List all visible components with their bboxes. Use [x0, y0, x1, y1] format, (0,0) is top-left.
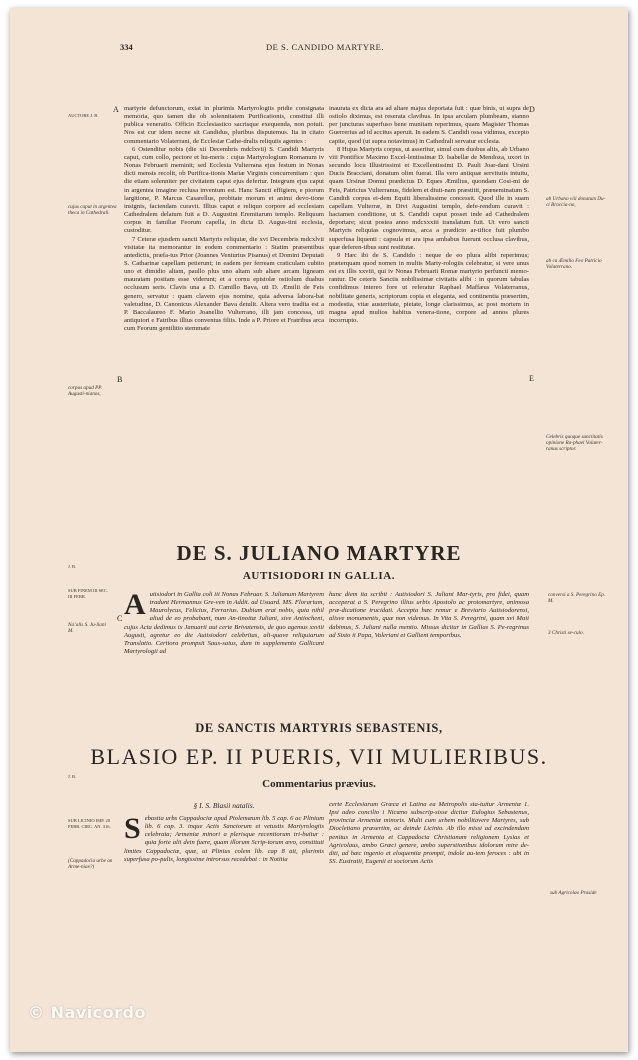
margin-corpus-apud: corpus apud PP. Augusti-nianos,	[68, 385, 103, 398]
juliano-dropcap: A	[124, 588, 146, 621]
running-head	[120, 42, 530, 54]
juliano-left-column	[124, 588, 324, 656]
margin-auctore: AUCTORE J. B.	[68, 113, 99, 118]
sebastensis-title-main: BLASIO EP. II PUERIS, VII MULIERIBUS.	[90, 744, 548, 769]
margin-conversi: conversi a S. Peregrino Ep. M.	[548, 592, 606, 605]
sebastensis-right-column	[329, 801, 529, 866]
margin-letter-d: D	[529, 105, 535, 114]
sebastensis-commentarius: Commentarius prævius.	[262, 778, 376, 790]
margin-sub-agricolao: sub Agricolao Praside	[550, 890, 597, 896]
margin-cujus-caput: cujus caput in argentea theca in Cathedrali.	[68, 204, 117, 217]
page-number: 334	[120, 42, 133, 52]
margin-celebris: Celebris quoque sanctitatis opinione Ra-phael Volater-ranus scriptor.	[546, 434, 603, 453]
sebastensis-right-text: certe Ecclesiarum Græca et Latina ea Metropolis sta-tuitur Armeniæ 1. Ipsi adeo concilio i Nicæno subscrip-sisse dicitur Eulogius Sebastenus, provinciæ Armeniæ minoris. Multi cum urbem nobilitavere Martyres, sub Diocletiano præsertim, ac deinde Licinio. Ab illo missi ad excindendam penitus in Armenia et Cappadocia Christianam religionem Lysias et Agricolaus, ambo Græci genere, ambo superstionibus idolorum mire de-diti, ad hæc ingenio et eloquentia prompti, indole au-tem feroces : ubi in SS. Eustratii, Eugenii et sociorum Actis	[329, 801, 529, 866]
margin-letter-a: A	[113, 105, 119, 114]
running-title: DE S. CANDIDO MARTYRE.	[266, 42, 384, 52]
margin-letter-b: B	[117, 375, 123, 384]
candido-right-paragraph: 8 Hujus Martyris corpus, ut asseritur, simul cum duobus aliis, ab Urbano viii Pontifice Maximo Excel-lentissimæ D. Isabellæ de Mendoza, uxori in secundo locu Illustrissimi et Excellentissimi D. Pauli Joar-dani Ursini Ducis Bracciani, donatum olim fuerat. Illa vero antiquæ servitutis intuitu, quam Ursinæ Domui prædictus D. Eques Æmilius, quondam Cosi-mi de Feis, Patricius Vulterranus, fidelem et diuti-nam præstitit, præneminatum S. Candidi corpus ei-dem Equiti liberalissime concessit. Quod ille in suam capellam Vulterræ, in Divi Augustini templo, defe-rendum curavit : hactamen conditione, ut S. Candidi caput posset inde ad Cathedralem deportare; sicut postea anno mdcxxxiii translatum fuit. Ut vero sancti Martyris reliquias cognovimus, arca a prædicto ar-tifice fuit plumbo superfusa liquenti : capsula et ara ipsa ambabus fuerunt occlusa clavibus, quæ deferen-tibus sunt restitutæ.	[329, 145, 529, 251]
candido-left-column	[124, 105, 324, 333]
sebastensis-dropcap: S	[124, 812, 141, 845]
candido-right-paragraph: 9 Hæc ibi de S. Candido : neque de eo plura alibi reperimus; præterquam quod nomen in multis Marty-rologiis celebratur, si vere unus est ex illis xxviii, qui iv Nonas Februarii Romæ martyrio perfuncti memo-rantur. De ceteris Sanctis nobilissimæ civitatis alibi : in quorum tabulas confidimus intereo fore ut referatur Raphael Maffæus Volaterranus, nobilitate generis, scriptorum copia et eleganta, sed continentia præsertim, modestia, vitæ austeritate, pietate, longe clarissimus, ac post mortem in magna apud multos habitus venera-tione, corpore ad annos plures incorrupto.	[329, 251, 529, 325]
candido-right-paragraph: inaurata ex dicta ara ad altare majus deportata fuit : quæ binis, ut supra de ostiolo diximus, est reserata clavibus. In ipsa arculam plumbeam, stanno per juncturas superfuso bene munitam reperimus, quam Magister Thomas Guerrerius ad id accitus aperuit. In eadem S. Candidi ossa vidimus, excepto capite, quod (ut supra notavimus) in Cathedrali servatur ecclesia.	[329, 105, 529, 145]
margin-christi: 3 Christi se-culo.	[548, 630, 584, 636]
margin-natalis: Na’alis S. Ju-liani M.	[68, 622, 106, 635]
juliano-title: DE S. JULIANO MARTYRE	[176, 541, 462, 565]
juliano-subtitle: AUTISIODORI IN GALLIA.	[242, 570, 396, 582]
margin-ab-urbano: ab Urbano viii donatum Du-ci Braccia-no,	[546, 196, 606, 209]
juliano-right-column	[329, 591, 529, 640]
margin-ab-ca: ab ca Æmilio Feo Patricio Volaterrano.	[546, 258, 602, 271]
margin-jb-1: J. B.	[68, 564, 77, 569]
margin-sub-licinio: SUB LICINIO IMP. 20 FEBR. CIRC. AN. 316.	[68, 818, 111, 830]
candido-left-paragraph: martyrie defunctorum, extat in plurimis Martyrologiis pridie consignata memoria, quo tamen die ob solennitatem Purificationis, constitui illi publica veneratio. Officio Ecclesiastico sacrisque exequenda, non potuit. Nos est cur idem necne sit Candidus, pluribus disputemus. Ita in citato commentario Volaterrani, de Ecclesiæ Cathe-dralis reliquiis agentes :	[124, 105, 324, 145]
juliano-left-text: utisiodori in Gallia coli iii Nonas Februar. S. Julianum Martyrem tradunt Hermannus Gre-ven in Addit. ad Usuard. MS. Florarium, Maurolycus, Felicius, Ferrarius. Dubium erat nobis, quia nihil aliud de eo probabant, num An-tinoitæ Juliani, sive Antiocheni, cujus Acta dedimus ix Januarii aut certe Brivatensis, de quo agemus xxviii Augusti, agretur eo die Autisiodori celebritas, ali-quave reliquiarum Translatio. Certiora prompsit Saus-saius, dum in supplemento Gallicani Martyrologii ad	[124, 591, 324, 656]
margin-letter-e: E	[529, 374, 534, 383]
candido-right-column	[329, 105, 529, 325]
margin-sub-finem: SUB FINEM III SEC. III FEBR.	[68, 588, 109, 600]
book-page	[10, 8, 628, 1052]
sebastensis-title: DE SANCTIS MARTYRIS SEBASTENIS,	[195, 721, 443, 735]
candido-left-paragraph: 6 Ostenditur nobis (die xii Decembris mdclxvii) S. Candidi Martyris caput, cum collo, pectore et hu-meris : cujus Martyrologium Romanum iv Nonas Februarii meminit; sed Ecclesia Vulterrana ejus festum in Nonas dicti mensis recolit, ob Purifica-tionis Mariæ Virginis concurrentiam : quo die etiam solenniter per civitatem caput ejus defertur. Integrum ejus caput in argentea imagine reclusa inventum est. Hanc Sancti effigiem, e piorum largitione, P. Marcus Casarellus, probitate morum et animi devo-tione insignis, faciendam curavit. Illius caput e reliquo corpore ad ecclesiam Cathedralem delatum fuit a D. Augustini Eremitarum templo. Reliquum corpus in familiæ Feorum capella, in dicta D. Augus-tini ecclesia, custoditur.	[124, 145, 324, 235]
sebastensis-left-text: ebastia urbs Cappadociæ apud Ptolemæum lib. 5 cap. 6 ac Plinium lib. 6 cap. 3. inque Actis Sanctorum et vetustis Martyrologiis celebrata; Armeniæ minori a plerisque recentiorum tri-buitur : quia forte alii dein fuere, quam illorum Scrip-torum ævo, constituti limites Cappadociæ, quæ, ut Plinius colem lib. cap 8 ait, plurimis superfusa po-pulis, longissime introrsus recedebat : in Notitia	[124, 815, 324, 863]
sebastensis-left-column	[124, 812, 324, 864]
margin-cappadocia: (Cappadocia urbe an Arme-niae?)	[68, 858, 113, 871]
section-heading: § I. S. Blasii natalis.	[193, 801, 255, 810]
watermark-logo: © Navicordo	[28, 1003, 146, 1022]
margin-letter-c: C	[117, 614, 123, 623]
candido-left-paragraph: 7 Ceteræ ejusdem sancti Martyris reliquiæ, die xvi Decembris mdcxlvii visitatæ ita memorantur in eodem commentario : Statim præsentibus antedictis, præfa-tus Prior (Joannes Venturius Pisanus) et Domini Deputati S. Catharinæ capellam petierunt; in eadem per ferream craticulam cubito uno et dimidio altam, paullo plus uno altam sub altare arcam ligneam mauratam positam esse viderunt; et a cornu epistolæ ostiolum duabus occlusum seris. Clavis una a D. Camillo Bava, uti D. Æmilii de Feis genero, servatur : quam clavem ejus nomine, quia adversa labora-bat valetudine, D. Canonicus Alexander Bava detulit. Altera vero tradita est a P. Baccalaureo F. Mario Joanellio Vulterrano, illi jam concessa, uti antiquiori e Fatribus illius conventus filiis. Inde a P. Priore et Fratribus arca cum Feorum gentilitio stemmate	[124, 235, 324, 333]
juliano-right-text: hunc diem ita scribit : Autisiodori S. Juliani Mar-tyris, pro fidei, quam acceperat a S. Peregrino illius urbis Apostolo ac protomartyre, animosa præ-dicatione trucidati. Accepta hæc remur e Breviario Autisiodorensi, alisve monumentis, quæ non videmus. In Vita S. Peregrini, quam xvi Maii dabimus, S. Juliani nulla mentio. Missus dicitur in Gallias S. Pe-regrinus ad Sixto ii Papa, Valeriani et Gallieni temporibus.	[329, 591, 529, 639]
margin-jb-2: J. B.	[68, 774, 77, 779]
